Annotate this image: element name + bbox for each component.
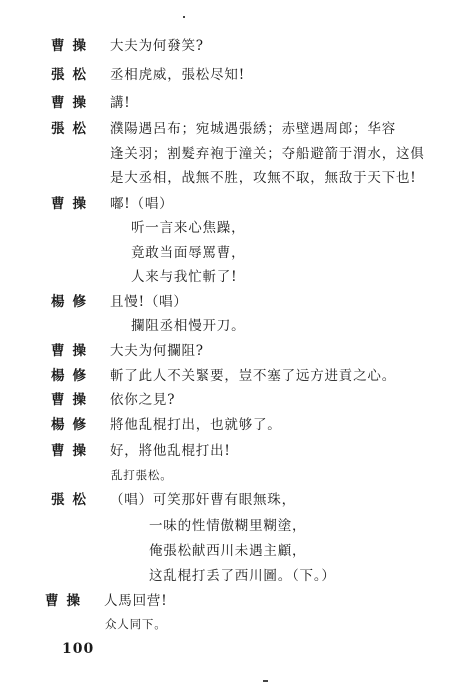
verse-line: 人来与我忙斬了! bbox=[131, 269, 238, 285]
dialogue-line: 斬了此人不关緊要，豈不塞了远方进貢之心。 bbox=[110, 368, 396, 384]
dialogue-line: 將他乱棍打出，也就够了。 bbox=[110, 417, 282, 433]
dialogue-line: （唱）可笑那奸曹有眼無珠， bbox=[110, 492, 296, 508]
stage-direction: 乱打張松。 bbox=[111, 468, 173, 482]
page-number: 100 bbox=[62, 641, 95, 657]
verse-line: 俺張松献西川未遇主顧， bbox=[149, 543, 307, 559]
speaker-label: 曹操 bbox=[51, 196, 94, 212]
dialogue-line: 嘟!（唱） bbox=[110, 196, 174, 212]
speaker-label: 曹操 bbox=[51, 392, 94, 408]
verse-line: 这乱棍打丢了西川圖。（下。） bbox=[149, 568, 336, 584]
ink-speck bbox=[183, 16, 185, 18]
dialogue-line: 濮陽遇呂布；宛城遇張綉；赤壁遇周郎；华容 bbox=[110, 121, 396, 137]
verse-line: 一味的性情傲糊里糊塗， bbox=[149, 518, 307, 534]
dialogue-line: 且慢!（唱） bbox=[110, 294, 188, 310]
ink-speck bbox=[263, 680, 268, 682]
speaker-label: 曹操 bbox=[51, 95, 94, 111]
dialogue-line: 講! bbox=[110, 95, 131, 111]
speaker-label: 曹操 bbox=[51, 343, 94, 359]
dialogue-line: 好，將他乱棍打出! bbox=[110, 443, 231, 459]
verse-line: 竟敢当面辱罵曹， bbox=[131, 245, 246, 261]
speaker-label: 曹操 bbox=[51, 443, 94, 459]
dialogue-line: 大夫为何發笑? bbox=[110, 38, 204, 54]
speaker-label: 楊修 bbox=[51, 417, 94, 433]
dialogue-line: 是大丞相，战無不胜，攻無不取，無敌于天下也! bbox=[110, 170, 417, 186]
verse-line: 攔阻丞相慢开刀。 bbox=[131, 318, 246, 334]
speaker-label: 曹操 bbox=[45, 593, 88, 609]
speaker-label: 張松 bbox=[51, 121, 94, 137]
speaker-label: 曹操 bbox=[51, 38, 94, 54]
dialogue-line: 依你之見? bbox=[110, 392, 176, 408]
dialogue-line: 丞相虎威，張松尽知! bbox=[110, 67, 245, 83]
speaker-label: 楊修 bbox=[51, 294, 94, 310]
speaker-label: 張松 bbox=[51, 67, 94, 83]
speaker-label: 張松 bbox=[51, 492, 94, 508]
stage-direction: 众人同下。 bbox=[105, 617, 167, 631]
speaker-label: 楊修 bbox=[51, 368, 94, 384]
verse-line: 听一言来心焦躁， bbox=[131, 220, 246, 236]
dialogue-line: 逢关羽；割髮弃袍于潼关；夺船避箭于渭水，这俱 bbox=[110, 146, 425, 162]
dialogue-line: 人馬回营! bbox=[104, 593, 168, 609]
dialogue-line: 大夫为何攔阻? bbox=[110, 343, 204, 359]
